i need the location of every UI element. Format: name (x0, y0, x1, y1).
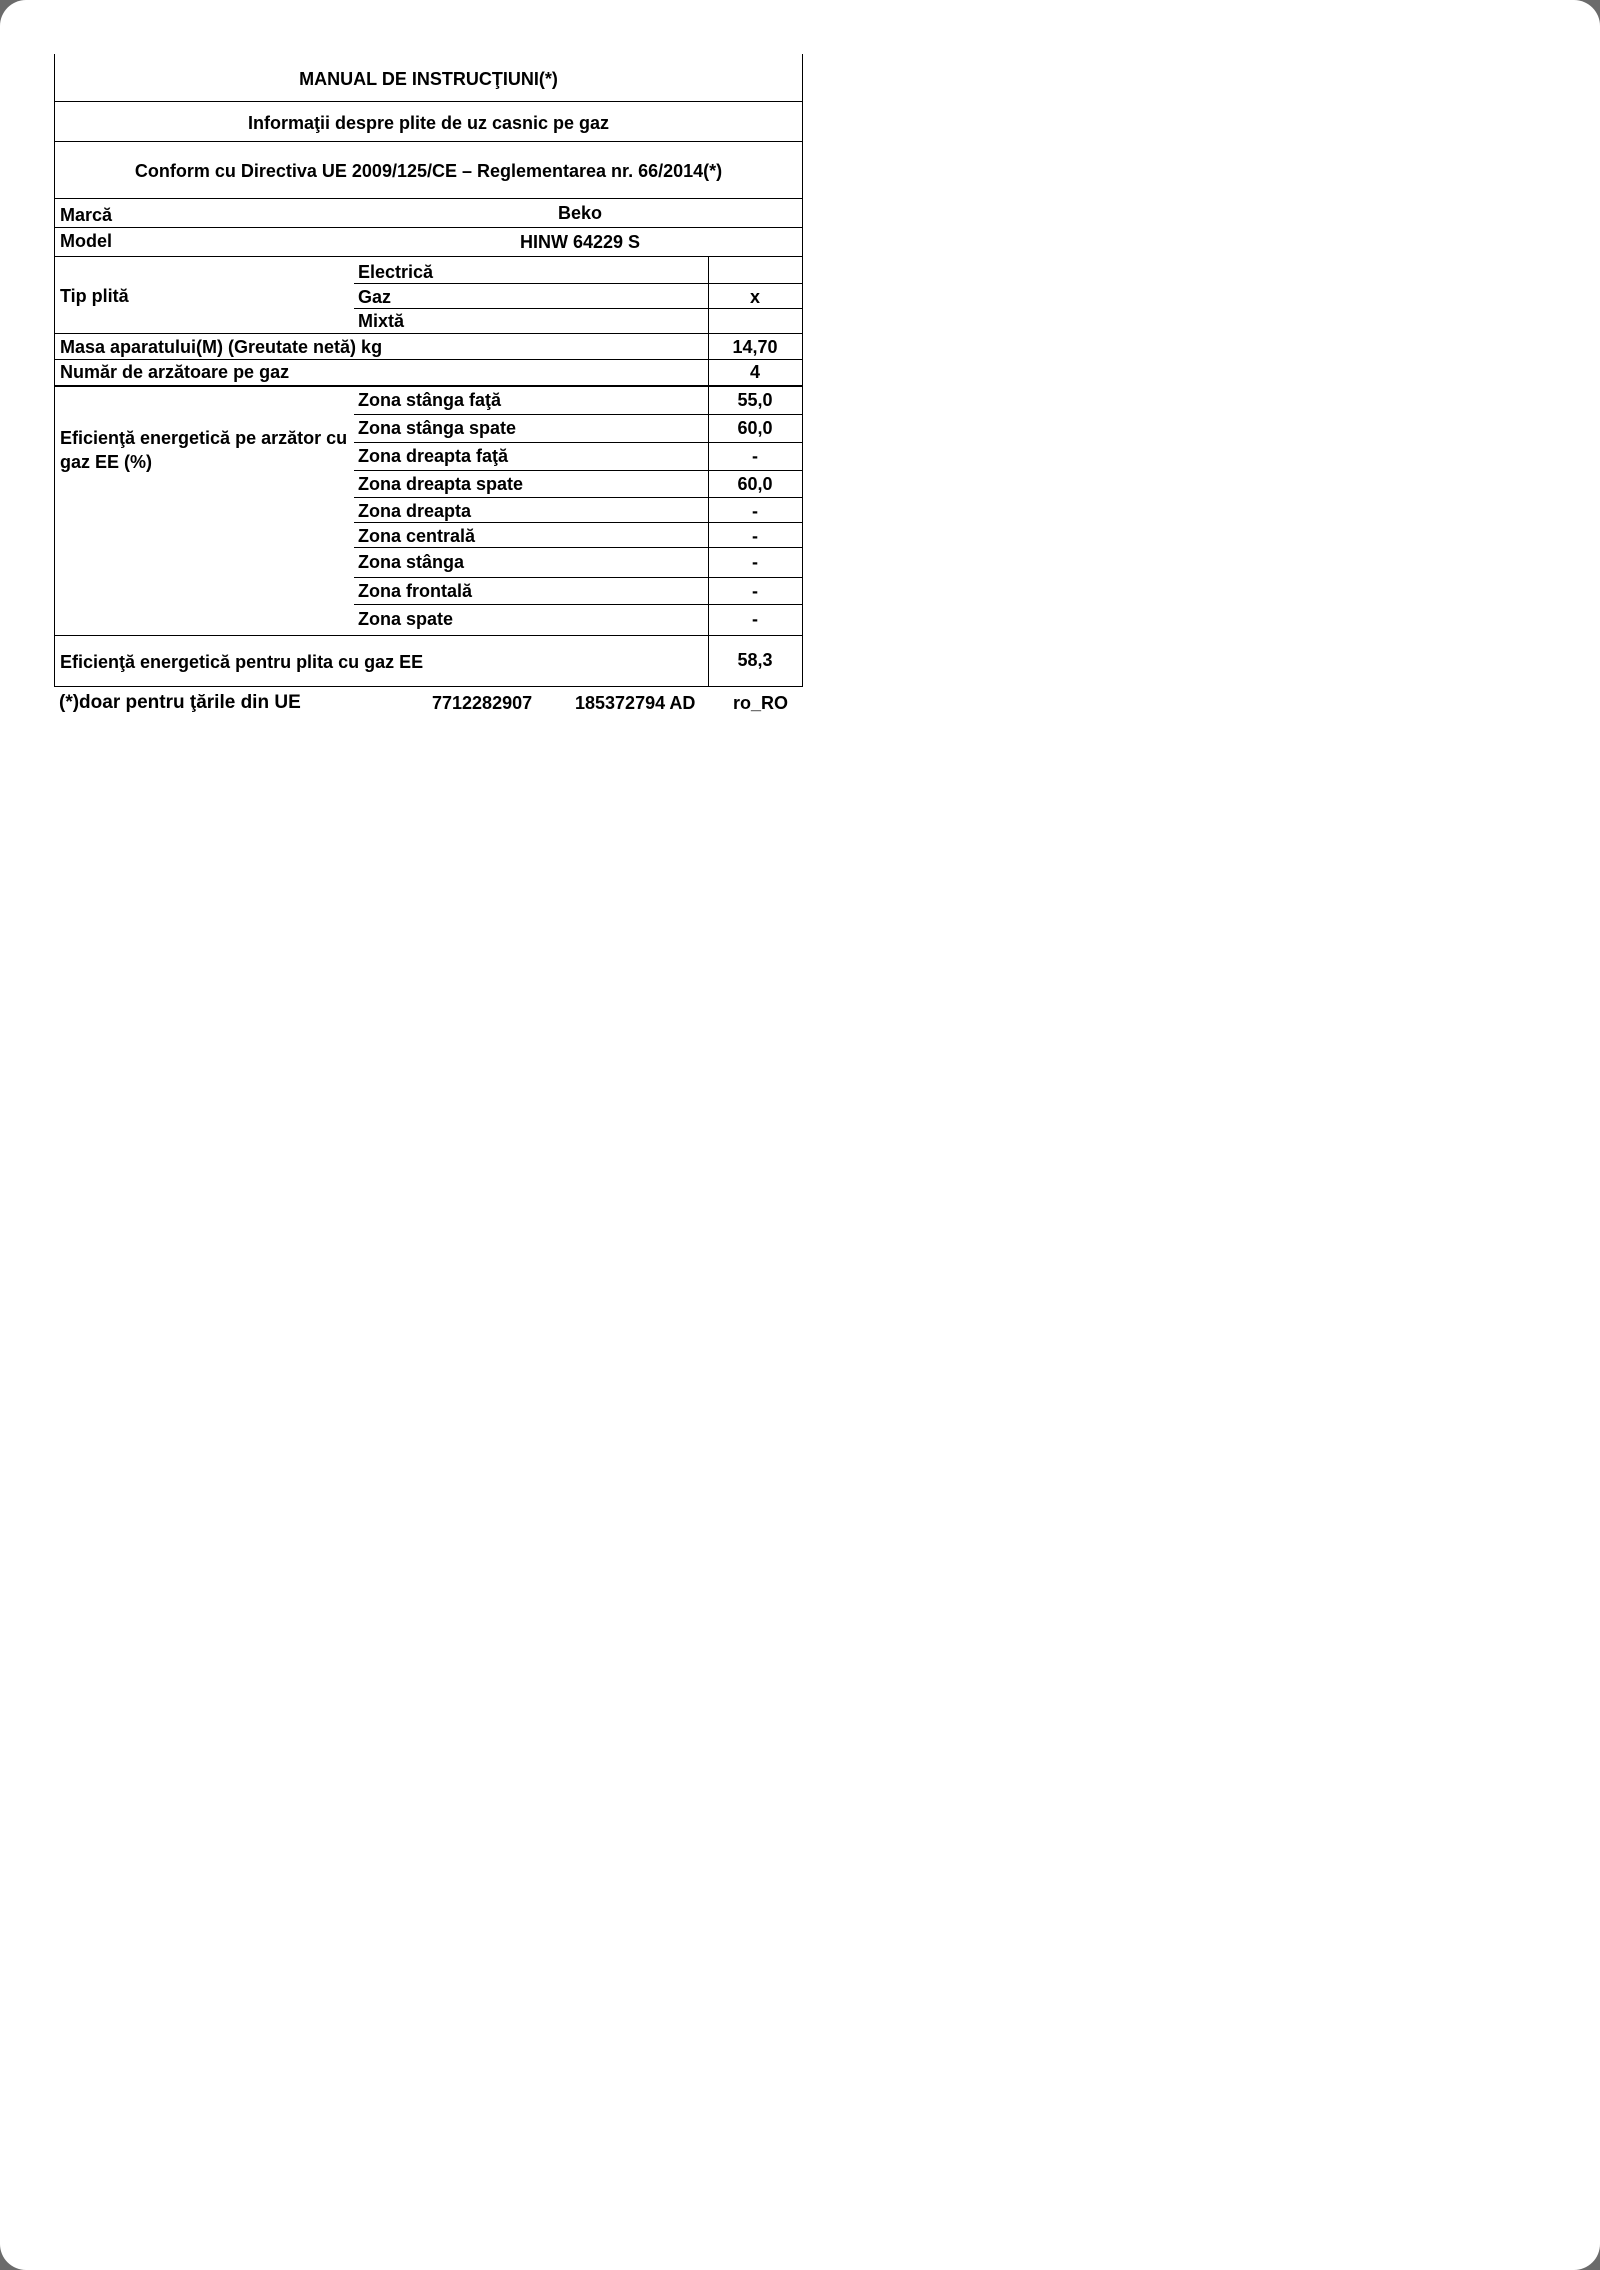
divider (354, 283, 803, 284)
divider (54, 101, 803, 102)
divider (354, 522, 803, 523)
zone-value: - (752, 552, 758, 572)
zone-value: 60,0 (737, 474, 773, 494)
footer-code: 7712282907 (432, 693, 533, 713)
mass-value: 14,70 (732, 337, 778, 357)
zone-value: 55,0 (737, 390, 773, 410)
zone-name: Zona spate (358, 609, 454, 629)
zone-value: - (752, 446, 758, 466)
efficiency-per-burner-label: Eficienţă energetică pe arzător cu gaz EE (%) (60, 428, 348, 472)
divider (354, 577, 803, 578)
efficiency-total-label: Eficienţă energetică pentru plita cu gaz EE (60, 652, 424, 672)
zone-value: - (752, 501, 758, 521)
zone-name: Zona dreapta faţă (358, 446, 509, 466)
divider (54, 385, 803, 387)
divider (354, 442, 803, 443)
zone-name: Zona centrală (358, 526, 476, 546)
divider (354, 547, 803, 548)
directive-text: Conform cu Directiva UE 2009/125/CE – Reglementarea nr. 66/2014(*) (134, 161, 723, 181)
footer-code: 185372794 AD (575, 693, 696, 713)
divider (54, 686, 803, 687)
model-value: HINW 64229 S (519, 232, 641, 252)
document-subtitle: Informaţii despre plite de uz casnic pe gaz (247, 113, 610, 133)
hob-type-option: Gaz (358, 287, 392, 307)
divider (354, 414, 803, 415)
hob-type-option: Mixtă (358, 311, 405, 331)
footer-note: (*)doar pentru ţările din UE (59, 692, 301, 713)
mass-label: Masa aparatului(M) (Greutate netă) kg (60, 337, 383, 357)
divider (354, 470, 803, 471)
zone-value: - (752, 609, 758, 629)
divider (54, 359, 803, 360)
zone-name: Zona stânga spate (358, 418, 517, 438)
hob-type-label: Tip plită (60, 286, 129, 306)
divider (54, 141, 803, 142)
divider (354, 308, 803, 309)
zone-value: 60,0 (737, 418, 773, 438)
divider (54, 333, 803, 334)
divider (54, 198, 803, 199)
divider (354, 604, 803, 605)
table-right-border (802, 54, 803, 687)
divider (54, 635, 803, 636)
zone-name: Zona stânga (358, 552, 465, 572)
table-left-border (54, 54, 55, 687)
zone-name: Zona frontală (358, 581, 473, 601)
zone-name: Zona dreapta (358, 501, 472, 521)
efficiency-total-value: 58,3 (737, 650, 773, 670)
zone-name: Zona stânga faţă (358, 390, 502, 410)
model-label: Model (60, 231, 112, 251)
zone-value: - (752, 526, 758, 546)
burners-value: 4 (749, 362, 760, 382)
hob-type-option: Electrică (358, 262, 434, 282)
brand-label: Marcă (60, 205, 113, 225)
divider (354, 497, 803, 498)
hob-type-mark: x (749, 287, 760, 307)
brand-value: Beko (557, 203, 602, 223)
footer-locale: ro_RO (733, 693, 789, 713)
divider (54, 227, 803, 228)
burners-label: Număr de arzătoare pe gaz (60, 362, 290, 382)
zone-value: - (752, 581, 758, 601)
divider (54, 256, 803, 257)
divider (708, 256, 709, 333)
zone-name: Zona dreapta spate (358, 474, 524, 494)
manual-title: MANUAL DE INSTRUCŢIUNI(*) (299, 69, 558, 89)
